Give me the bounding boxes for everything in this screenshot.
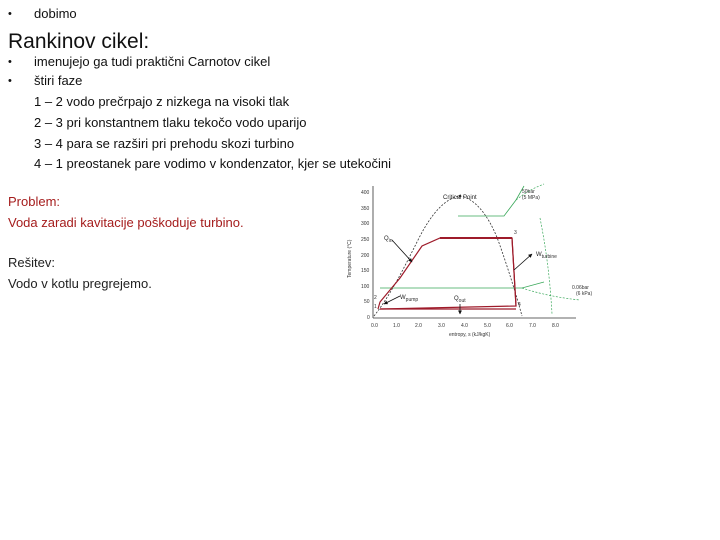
y-tick-label: 200 (361, 253, 370, 259)
isobar-right-dashed (540, 218, 552, 314)
pressure-006bar-unit: (6 kPa) (576, 291, 593, 297)
y-tick-label: 400 (361, 190, 370, 196)
bullet-phases: štiri faze (34, 73, 83, 88)
w-pump-label: $W_{pump}$ (400, 295, 419, 303)
x-tick-label: 0.0 (371, 323, 378, 329)
y-tick-label: 250 (361, 237, 370, 243)
y-tick-label: 50 (364, 299, 370, 305)
y-tick-label: 0 (367, 315, 370, 321)
q-out-label: $Q_{out}$ (454, 296, 466, 304)
x-tick-label: 4.0 (461, 323, 468, 329)
solution-label: Rešitev: (8, 255, 55, 270)
q-in-label: $Q_{in}$ (384, 236, 393, 244)
top-bullet-text: dobimo (34, 6, 77, 21)
turbine-expansion-line (512, 238, 516, 306)
isobar-006bar (380, 282, 544, 288)
solution-text: Vodo v kotlu pregrejemo. (8, 276, 152, 291)
pressure-50bar-unit: (5 MPa) (522, 195, 540, 201)
w-pump-arrow (384, 296, 400, 304)
rankine-cycle-path (378, 238, 516, 309)
problem-label: Problem: (8, 194, 61, 209)
point-2-label: 2 (374, 295, 377, 301)
isobar-50bar-high (458, 186, 524, 216)
y-axis-label: Temperature (°C) (347, 239, 353, 278)
phase-2-3: 2 – 3 pri konstantnem tlaku tekočo vodo uparijo (34, 115, 307, 130)
ts-diagram (340, 178, 608, 338)
x-tick-label: 2.0 (415, 323, 422, 329)
x-axis-label: entropy, s (kJ/kgK) (449, 332, 491, 338)
bullet-dot: • (8, 8, 12, 20)
bullet-carnot: imenujejo ga tudi praktični Carnotov cikel (34, 54, 271, 69)
point-1-label: 1 (374, 304, 377, 310)
problem-text: Voda zaradi kavitacije poškoduje turbino. (8, 215, 244, 230)
phase-4-1: 4 – 1 preostanek pare vodimo v kondenzator, kjer se utekočini (34, 156, 391, 171)
bullet-dot: • (8, 56, 12, 68)
y-tick-label: 150 (361, 268, 370, 274)
pressure-50bar-label: 50bar (522, 189, 535, 195)
x-tick-label: 7.0 (529, 323, 536, 329)
x-tick-label: 5.0 (484, 323, 491, 329)
bullet-dot: • (8, 75, 12, 87)
point-3-label: 3 (514, 230, 517, 236)
q-in-arrow (392, 240, 412, 262)
x-tick-label: 3.0 (438, 323, 445, 329)
y-tick-label: 350 (361, 206, 370, 212)
point-4-label: 4 (518, 302, 521, 308)
y-tick-label: 300 (361, 221, 370, 227)
phase-1-2: 1 – 2 vodo prečrpajo z nizkega na visoki tlak (34, 94, 290, 109)
x-tick-labels (371, 323, 559, 329)
y-tick-label: 100 (361, 284, 370, 290)
pressure-006bar-label: 0.06bar (572, 285, 589, 291)
x-tick-label: 6.0 (506, 323, 513, 329)
phase-3-4: 3 – 4 para se razširi pri prehodu skozi turbino (34, 136, 295, 151)
y-tick-labels (361, 190, 370, 321)
x-tick-label: 1.0 (393, 323, 400, 329)
critical-point-label: Critical Point (443, 195, 477, 201)
w-turbine-arrow (514, 254, 532, 270)
w-turbine-label: $W_{turbine}$ (536, 252, 557, 260)
x-tick-label: 8.0 (552, 323, 559, 329)
slide-heading: Rankinov cikel: (8, 30, 150, 53)
